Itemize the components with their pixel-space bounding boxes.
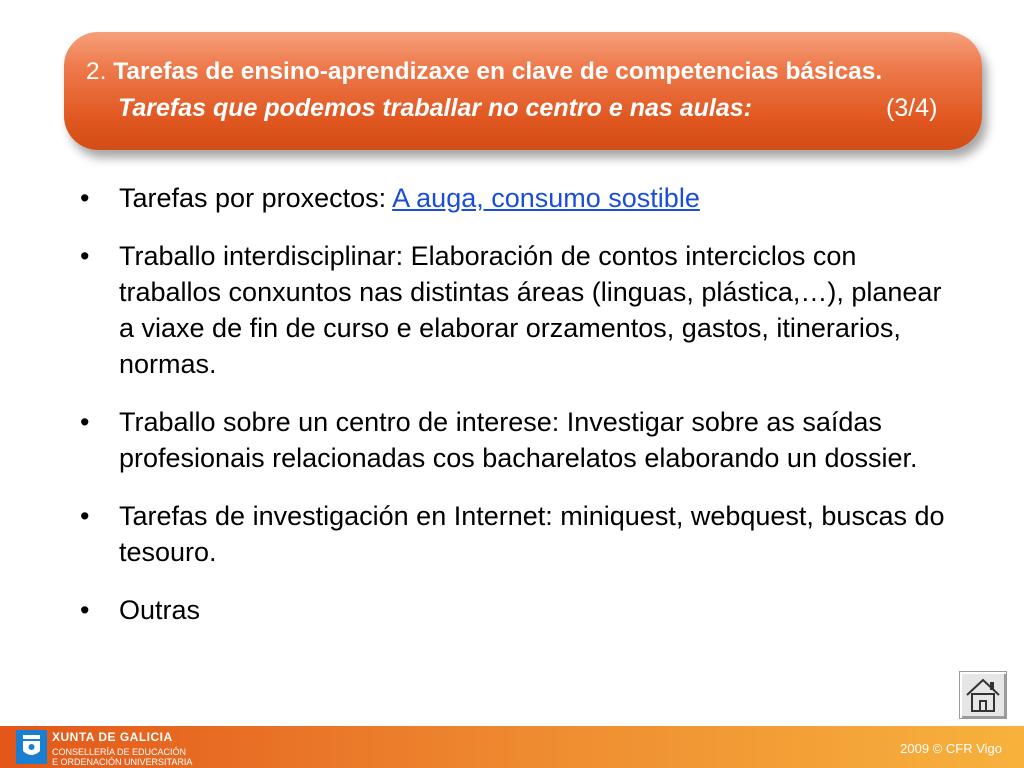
slide-subtitle: Tarefas que podemos traballar no centro e nas aulas: bbox=[118, 94, 752, 122]
list-item bbox=[80, 404, 960, 476]
footer-credit: 2009 © CFR Vigo bbox=[900, 741, 1002, 756]
section-number: 2. bbox=[86, 58, 107, 85]
title-line1-text: Tarefas de ensino-aprendizaxe en clave de competencias básicas. bbox=[113, 58, 883, 85]
bullet-dot: • bbox=[80, 407, 90, 437]
home-button[interactable] bbox=[959, 671, 1007, 719]
bullet-list bbox=[80, 180, 960, 650]
list-item bbox=[80, 592, 960, 628]
bullet-dot: • bbox=[80, 501, 90, 531]
bullet-text: Traballo interdisciplinar: Elaboración de contos interciclos con traballos conxuntos nas distintas áreas (linguas, plástica,…), planear a viaxe de fin de curso e elaborar orzamentos, gastos, itinerarios, normas. bbox=[119, 241, 942, 379]
list-item bbox=[80, 498, 960, 570]
bullet-text: Outras bbox=[119, 595, 201, 625]
list-item bbox=[80, 180, 960, 216]
bullet-dot: • bbox=[80, 183, 90, 213]
logo-name: XUNTA DE GALICIA bbox=[52, 730, 173, 744]
logo-subtitle-line1: CONSELLERÍA DE EDUCACIÓN bbox=[52, 747, 187, 757]
home-icon bbox=[964, 676, 1002, 714]
logo-subtitle-line2: E ORDENACIÓN UNIVERSITARIA bbox=[52, 757, 193, 767]
bullet-dot: • bbox=[80, 241, 90, 271]
bullet-text: Tarefas de investigación en Internet: miniquest, webquest, buscas do tesouro. bbox=[119, 501, 945, 567]
project-link[interactable]: A auga, consumo sostible bbox=[392, 183, 700, 213]
page-indicator: (3/4) bbox=[886, 94, 938, 122]
footer-bar bbox=[0, 726, 1024, 768]
xunta-emblem-icon bbox=[16, 730, 47, 764]
list-item bbox=[80, 238, 960, 382]
bullet-text: Traballo sobre un centro de interese: Investigar sobre as saídas profesionais relacionadas cos bacharelatos elaborando un dossier. bbox=[119, 407, 918, 473]
bullet-dot: • bbox=[80, 595, 90, 625]
title-banner bbox=[64, 32, 982, 150]
bullet-text: Tarefas por proxectos: bbox=[119, 183, 393, 213]
slide-title bbox=[86, 58, 882, 86]
